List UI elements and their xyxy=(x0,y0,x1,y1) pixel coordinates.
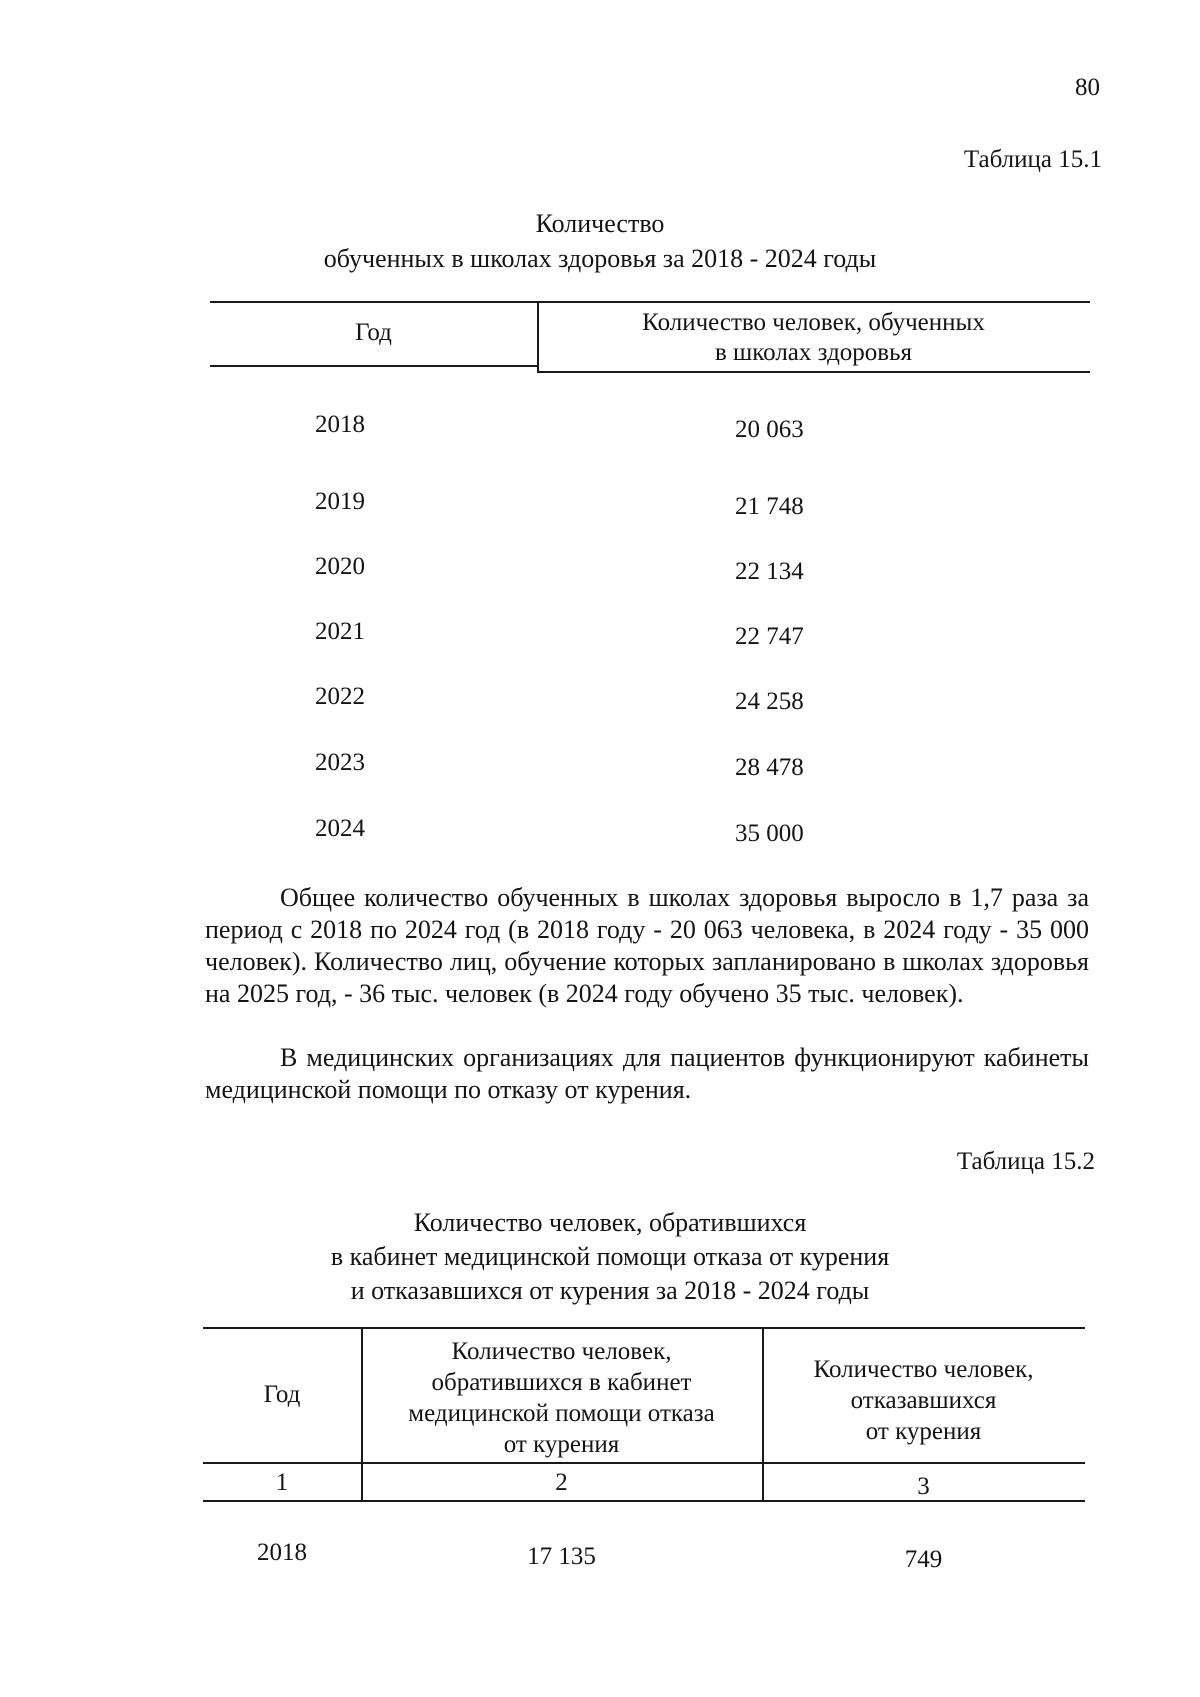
page-number: 80 xyxy=(1075,74,1100,101)
table-15-1-label: Таблица 15.1 xyxy=(963,146,1102,173)
header-year: Год xyxy=(355,319,392,346)
row-year: 2024 xyxy=(315,815,365,842)
table-rule xyxy=(537,371,1090,373)
row-count: 24 258 xyxy=(735,688,804,715)
row-year: 2018 xyxy=(257,1539,307,1566)
row-count: 28 478 xyxy=(735,754,804,781)
table-15-2-label: Таблица 15.2 xyxy=(956,1148,1095,1175)
row-year: 2023 xyxy=(315,749,365,776)
table-rule xyxy=(210,301,1090,303)
caption-line: Количество человек, обратившихся xyxy=(413,1208,807,1237)
row-applied: 17 135 xyxy=(527,1543,596,1570)
row-quit: 749 xyxy=(904,1546,943,1573)
row-year: 2022 xyxy=(315,683,365,710)
row-year: 2018 xyxy=(315,411,365,438)
table-15-2-caption xyxy=(10,1206,1200,1308)
paragraph: Общее количество обученных в школах здоровья выросло в 1,7 раза за период с 2018 по 2024 год (в 2018 году - 20 063 человека, в 2024 году - 35 000 человек). Количество лиц, обучение которых запланировано в школах здоровья на 2025 год, - 36 тыс. человек (в 2024 году обучено 35 тыс. человек). xyxy=(205,883,1089,1008)
row-count: 35 000 xyxy=(735,820,804,847)
row-count: 22 134 xyxy=(735,558,804,585)
paragraph: В медицинских организациях для пациентов функционируют кабинеты медицинской помощи по отказу от курения. xyxy=(205,1043,1089,1104)
row-count: 22 747 xyxy=(735,623,804,650)
caption-line: и отказавшихся от курения за 2018 - 2024 годы xyxy=(350,1276,870,1305)
caption-line: в кабинет медицинской помощи отказа от курения xyxy=(330,1242,890,1271)
row-count: 21 748 xyxy=(735,493,804,520)
caption-line: обученных в школах здоровья за 2018 - 2024 годы xyxy=(323,244,877,273)
header-applied-count: Количество человек, обратившихся в кабинет медицинской помощи отказа от курения xyxy=(408,1338,715,1458)
table-rule xyxy=(203,1462,1085,1464)
header-trained-count: Количество человек, обученных в школах здоровья xyxy=(642,309,985,366)
header-year: Год xyxy=(263,1381,301,1408)
table-rule xyxy=(210,365,537,367)
column-number: 1 xyxy=(275,1469,289,1496)
header-quit-count: Количество человек, отказавшихся от курения xyxy=(813,1356,1034,1445)
table-rule xyxy=(203,1327,1085,1329)
column-number: 2 xyxy=(555,1469,568,1496)
row-year: 2020 xyxy=(315,553,365,580)
row-count: 20 063 xyxy=(735,416,804,443)
row-year: 2019 xyxy=(315,488,365,515)
caption-line: Количество xyxy=(535,209,665,238)
column-number: 3 xyxy=(917,1473,930,1500)
table-15-1-caption xyxy=(0,206,1200,276)
row-year: 2021 xyxy=(315,618,365,645)
